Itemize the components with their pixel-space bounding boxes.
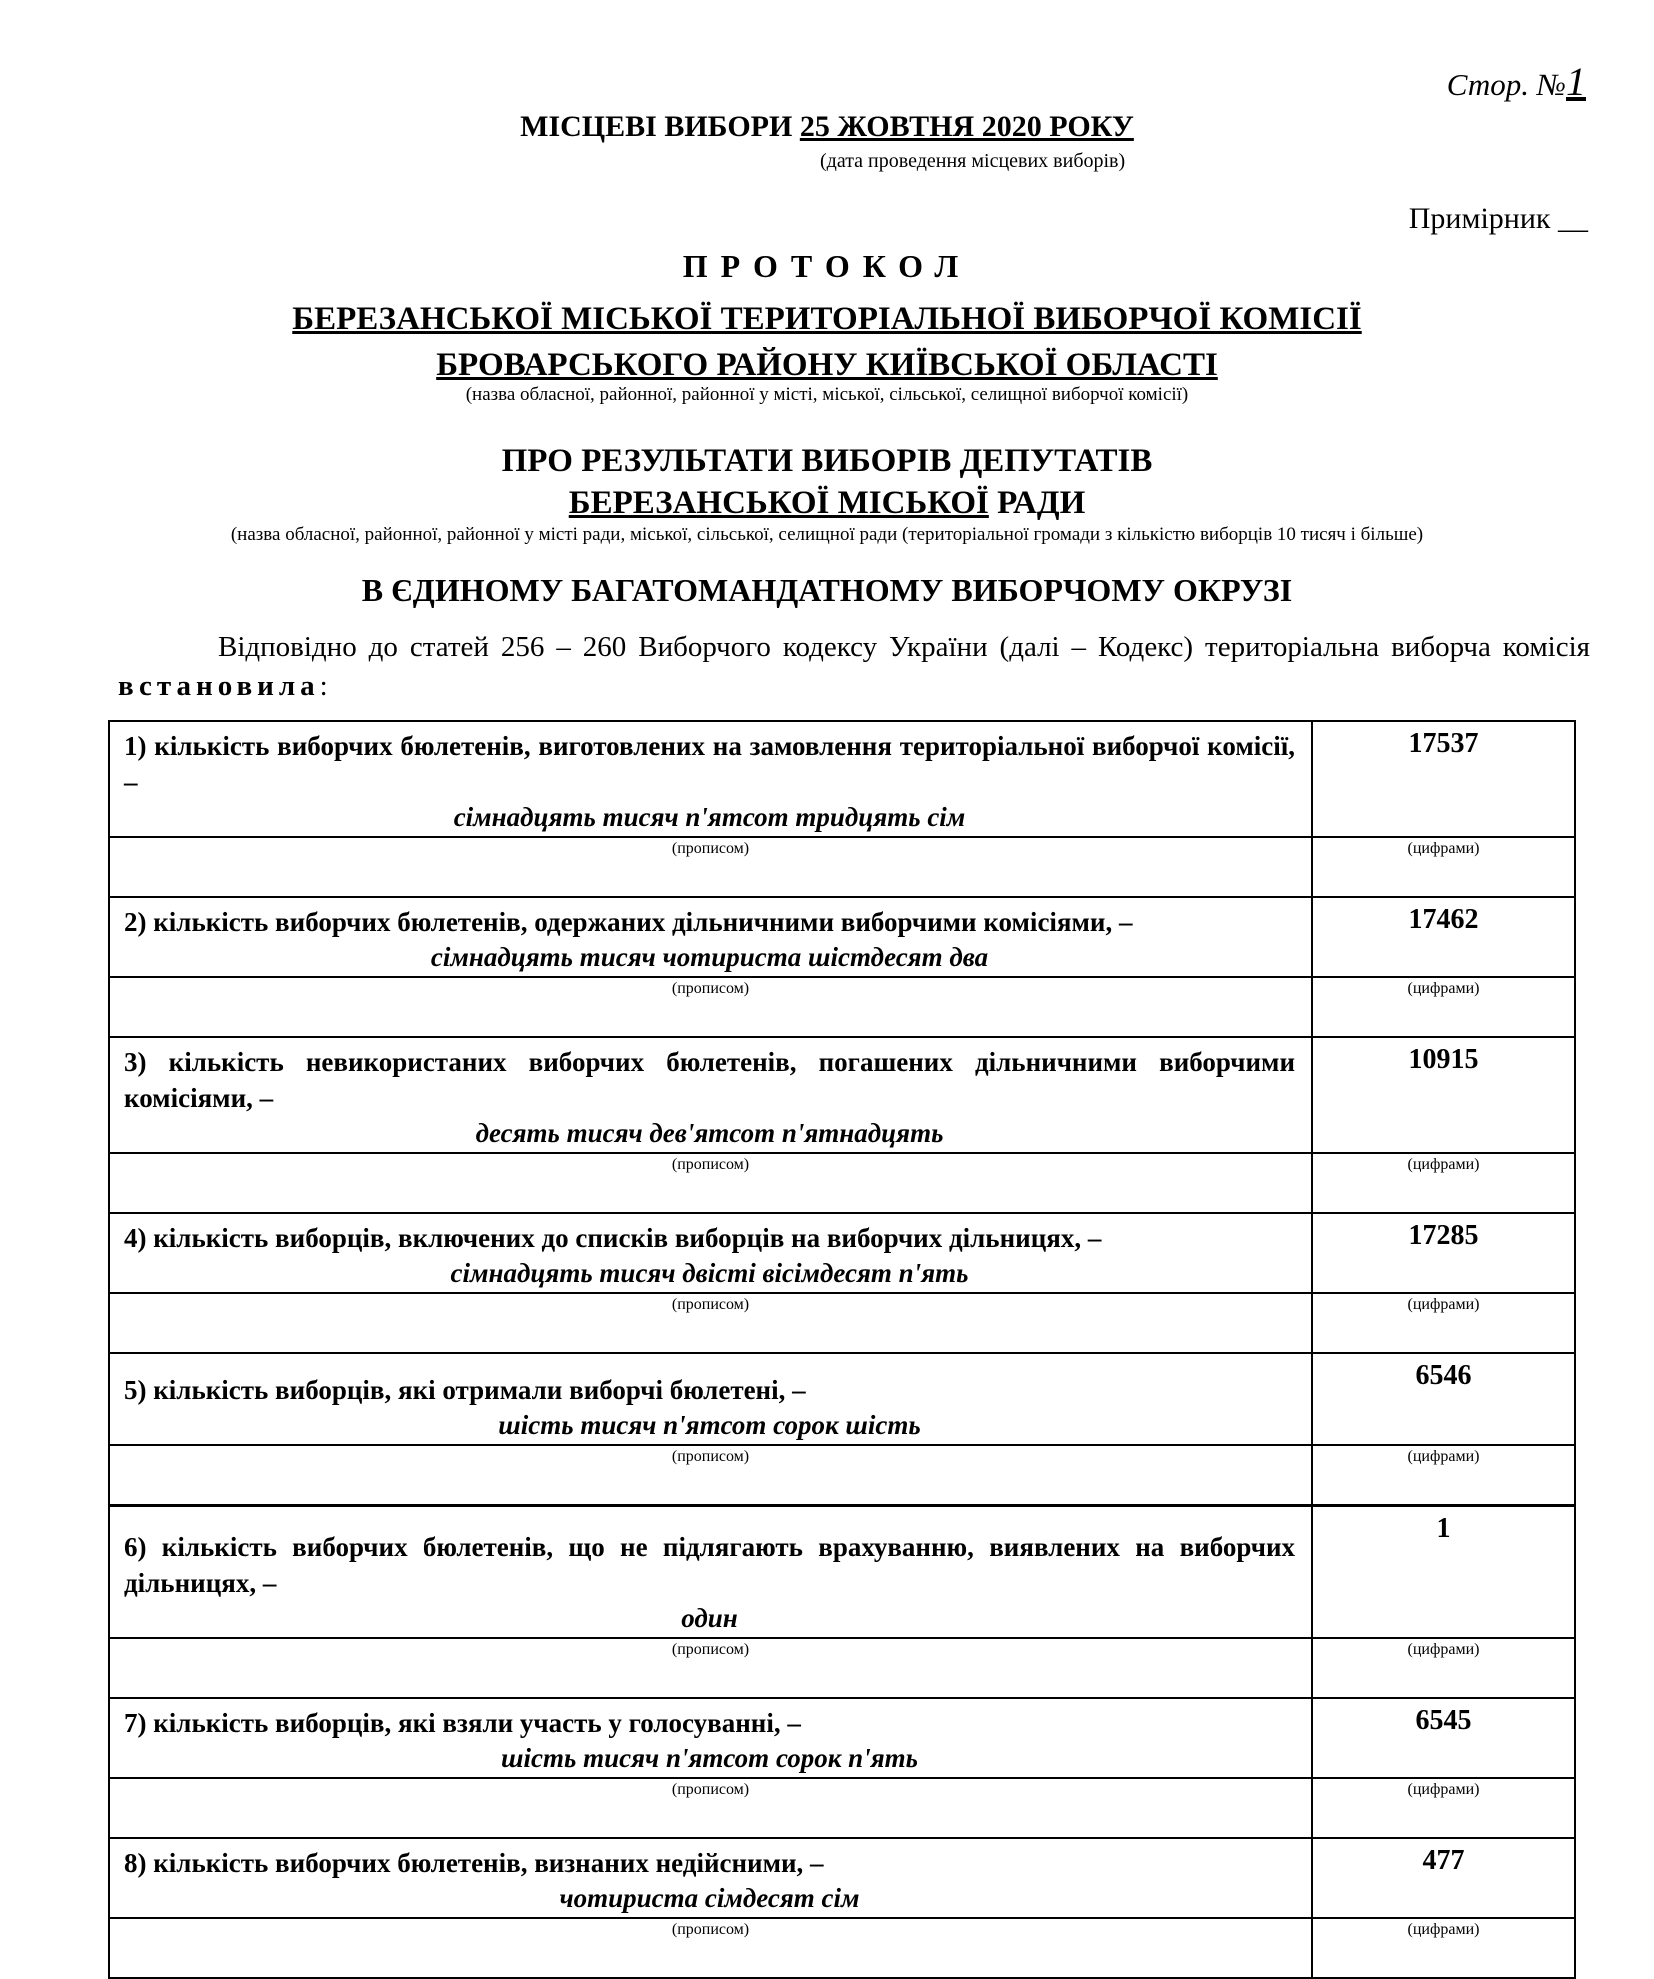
page-number-value: 1 — [1566, 59, 1586, 104]
result-label: 4) кількість виборців, включених до списків виборців на виборчих дільницях, – — [124, 1223, 1102, 1253]
caption-digits: (цифрами) — [1407, 1296, 1480, 1313]
caption-row — [109, 1153, 1575, 1213]
caption-digits: (цифрами) — [1407, 1921, 1480, 1938]
caption-words: (прописом) — [671, 1641, 750, 1658]
commission-line-1: БЕРЕЗАНСЬКОЇ МІСЬКОЇ ТЕРИТОРІАЛЬНОЇ ВИБОРЧОЇ КОМІСІЇ — [292, 301, 1362, 337]
elections-heading — [0, 110, 1654, 144]
specimen-label: Примірник __ — [1408, 202, 1588, 235]
caption-words: (прописом) — [671, 980, 750, 997]
caption-digits: (цифрами) — [1407, 1448, 1480, 1465]
result-label: 2) кількість виборчих бюлетенів, одержаних дільничними виборчими комісіями, – — [124, 907, 1133, 937]
result-row-4 — [109, 1213, 1575, 1293]
result-value: 477 — [1312, 1838, 1575, 1918]
caption-row — [109, 1293, 1575, 1353]
result-words: один — [681, 1603, 738, 1633]
result-label: 8) кількість виборчих бюлетенів, визнаних недійсними, – — [124, 1848, 824, 1878]
caption-row — [109, 977, 1575, 1037]
result-row-1 — [109, 721, 1575, 837]
caption-digits: (цифрами) — [1407, 840, 1480, 857]
page-number-label: Стор. № — [1446, 67, 1566, 102]
result-row-5 — [109, 1353, 1575, 1445]
council-suffix: РАДИ — [988, 485, 1086, 521]
caption-row — [109, 837, 1575, 897]
result-row-2 — [109, 897, 1575, 977]
caption-digits: (цифрами) — [1407, 980, 1480, 997]
result-row-6 — [109, 1506, 1575, 1639]
caption-row — [109, 1638, 1575, 1698]
caption-words: (прописом) — [671, 1448, 750, 1465]
caption-words: (прописом) — [671, 1156, 750, 1173]
about-heading — [0, 440, 1654, 524]
intro-paragraph — [118, 628, 1590, 706]
result-row-8 — [109, 1838, 1575, 1918]
result-label: 5) кількість виборців, які отримали виборчі бюлетені, – — [124, 1375, 806, 1405]
district-heading: В ЄДИНОМУ БАГАТОМАНДАТНОМУ ВИБОРЧОМУ ОКРУЗІ — [361, 572, 1293, 608]
result-value: 10915 — [1312, 1037, 1575, 1153]
intro-text: Відповідно до статей 256 – 260 Виборчого кодексу України (далі – Кодекс) територіальна виборча комісія — [218, 631, 1590, 663]
about-line-1: ПРО РЕЗУЛЬТАТИ ВИБОРІВ ДЕПУТАТІВ — [501, 443, 1153, 479]
council-note: (назва обласної, районної, районної у місті ради, міської, сільської, селищної ради (територіальної громади з кількістю виборців 10 тисяч і більше) — [230, 524, 1424, 545]
elections-prefix: МІСЦЕВІ ВИБОРИ — [520, 110, 800, 143]
caption-digits: (цифрами) — [1407, 1641, 1480, 1658]
result-words: сімнадцять тисяч чотириста шістдесят два — [430, 942, 989, 972]
council-name: БЕРЕЗАНСЬКОЇ МІСЬКОЇ — [568, 485, 989, 521]
result-words: сімнадцять тисяч двісті вісімдесят п'ять — [450, 1258, 969, 1288]
result-value: 17462 — [1312, 897, 1575, 977]
result-value: 17537 — [1312, 721, 1575, 837]
result-label: 1) кількість виборчих бюлетенів, виготовлених на замовлення територіальної виборчої комісії, – — [124, 731, 1295, 797]
result-label: 7) кількість виборців, які взяли участь у голосуванні, – — [124, 1708, 801, 1738]
commission-note: (назва обласної, районної, районної у місті, міської, сільської, селищної виборчої комісії) — [465, 384, 1189, 405]
caption-digits: (цифрами) — [1407, 1156, 1480, 1173]
result-value: 6545 — [1312, 1698, 1575, 1778]
result-row-3 — [109, 1037, 1575, 1153]
commission-name — [0, 296, 1654, 388]
caption-words: (прописом) — [671, 1781, 750, 1798]
date-note: (дата проведення місцевих виборів) — [820, 150, 1126, 172]
caption-row — [109, 1445, 1575, 1506]
caption-words: (прописом) — [671, 1296, 750, 1313]
elections-date: 25 ЖОВТНЯ 2020 РОКУ — [799, 110, 1134, 143]
intro-emphasis: встановила — [118, 670, 320, 702]
result-words: десять тисяч дев'ятсот п'ятнадцять — [475, 1118, 944, 1148]
result-words: сімнадцять тисяч п'ятсот тридцять сім — [453, 802, 966, 832]
result-label: 6) кількість виборчих бюлетенів, що не підлягають врахуванню, виявлених на виборчих дільницях, – — [124, 1532, 1295, 1598]
caption-words: (прописом) — [671, 1921, 750, 1938]
caption-words: (прописом) — [671, 840, 750, 857]
result-label: 3) кількість невикористаних виборчих бюлетенів, погашених дільничними виборчими комісіями, – — [124, 1047, 1295, 1113]
result-value: 6546 — [1312, 1353, 1575, 1445]
result-words: шість тисяч п'ятсот сорок шість — [498, 1410, 921, 1440]
intro-end: : — [319, 670, 328, 702]
caption-digits: (цифрами) — [1407, 1781, 1480, 1798]
commission-line-2: БРОВАРСЬКОГО РАЙОНУ КИЇВСЬКОЇ ОБЛАСТІ — [436, 347, 1218, 383]
result-words: шість тисяч п'ятсот сорок п'ять — [501, 1743, 918, 1773]
protocol-title: ПРОТОКОЛ — [682, 248, 972, 284]
result-words: чотириста сімдесят сім — [559, 1883, 860, 1913]
results-table — [108, 720, 1576, 1979]
result-value: 1 — [1312, 1506, 1575, 1639]
result-value: 17285 — [1312, 1213, 1575, 1293]
caption-row — [109, 1778, 1575, 1838]
caption-row — [109, 1918, 1575, 1978]
page-number — [1447, 58, 1586, 105]
result-row-7 — [109, 1698, 1575, 1778]
